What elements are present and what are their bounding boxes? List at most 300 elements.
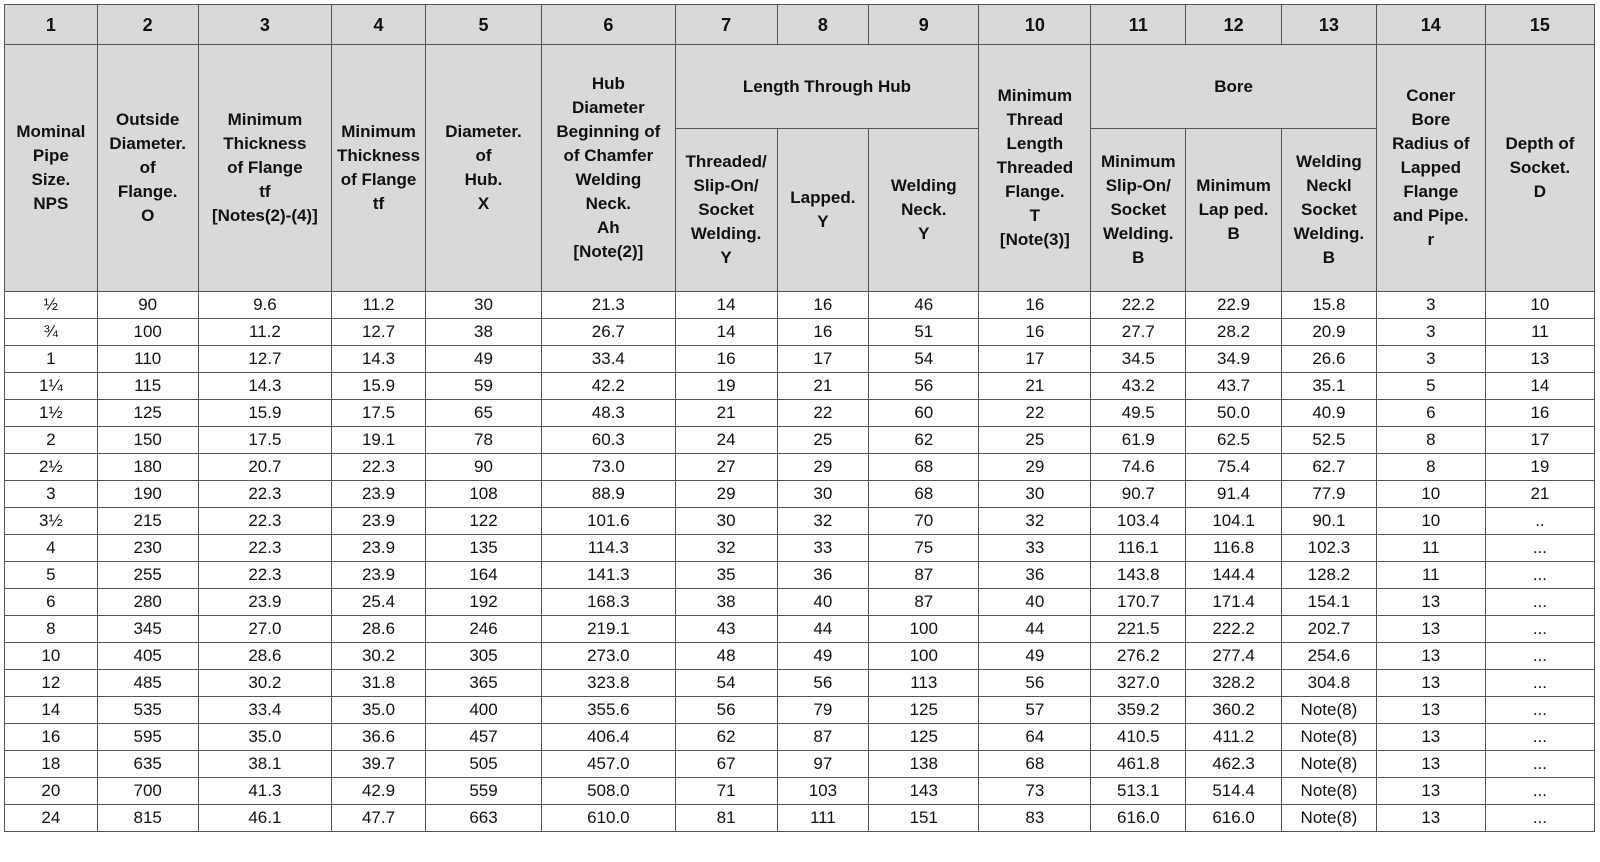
header-welding-neck	[869, 129, 979, 292]
table-cell: 10	[1376, 508, 1485, 535]
table-cell: 462.3	[1186, 751, 1282, 778]
header-hub-diameter-text: Diameter. of Hub. X	[445, 122, 522, 213]
table-cell: 3	[1376, 346, 1485, 373]
table-cell: 20.7	[198, 454, 332, 481]
column-number: 15	[1485, 5, 1594, 45]
table-cell: ...	[1485, 589, 1594, 616]
table-cell: 255	[97, 562, 198, 589]
table-cell: 2½	[5, 454, 98, 481]
column-number: 5	[425, 5, 541, 45]
column-number: 1	[5, 5, 98, 45]
table-cell: 90	[97, 292, 198, 319]
header-hub-chamfer	[542, 45, 676, 292]
table-cell: 23.9	[332, 508, 426, 535]
table-cell: 221.5	[1091, 616, 1186, 643]
table-cell: 40	[979, 589, 1091, 616]
table-cell: 135	[425, 535, 541, 562]
table-cell: 254.6	[1282, 643, 1377, 670]
table-cell: 3	[1376, 292, 1485, 319]
table-cell: ...	[1485, 670, 1594, 697]
table-cell: 6	[1376, 400, 1485, 427]
table-cell: 365	[425, 670, 541, 697]
table-row	[5, 697, 1595, 724]
column-number: 8	[777, 5, 869, 45]
table-cell: 48	[675, 643, 777, 670]
table-cell: ...	[1485, 697, 1594, 724]
table-cell: 10	[1485, 292, 1594, 319]
table-cell: 21	[777, 373, 869, 400]
table-cell: 56	[777, 670, 869, 697]
table-cell: 23.9	[332, 535, 426, 562]
table-cell: 42.2	[542, 373, 676, 400]
table-cell: 11.2	[198, 319, 332, 346]
table-cell: 17	[979, 346, 1091, 373]
table-cell: 138	[869, 751, 979, 778]
table-row	[5, 508, 1595, 535]
table-cell: 33	[979, 535, 1091, 562]
header-outside-diameter	[97, 45, 198, 292]
table-cell: 13	[1376, 670, 1485, 697]
table-cell: 61.9	[1091, 427, 1186, 454]
table-cell: 14	[675, 292, 777, 319]
table-cell: 328.2	[1186, 670, 1282, 697]
table-cell: 62.5	[1186, 427, 1282, 454]
table-cell: 60	[869, 400, 979, 427]
table-cell: 406.4	[542, 724, 676, 751]
table-cell: 22.9	[1186, 292, 1282, 319]
table-cell: 13	[1376, 589, 1485, 616]
table-cell: 190	[97, 481, 198, 508]
table-cell: 1½	[5, 400, 98, 427]
table-cell: 103	[777, 778, 869, 805]
table-row	[5, 319, 1595, 346]
table-cell: 485	[97, 670, 198, 697]
column-number: 7	[675, 5, 777, 45]
table-row	[5, 562, 1595, 589]
table-cell: 13	[1376, 616, 1485, 643]
table-cell: 16	[1485, 400, 1594, 427]
table-cell: 51	[869, 319, 979, 346]
table-cell: 113	[869, 670, 979, 697]
table-cell: 304.8	[1282, 670, 1377, 697]
header-welding-neck-text: Welding Neck. Y	[890, 176, 957, 243]
table-cell: 168.3	[542, 589, 676, 616]
table-cell: 14	[675, 319, 777, 346]
table-cell: 192	[425, 589, 541, 616]
table-cell: 60.3	[542, 427, 676, 454]
table-cell: 305	[425, 643, 541, 670]
column-number: 3	[198, 5, 332, 45]
table-cell: 700	[97, 778, 198, 805]
table-cell: 21	[675, 400, 777, 427]
header-lapped	[777, 129, 869, 292]
table-cell: 104.1	[1186, 508, 1282, 535]
table-cell: ...	[1485, 616, 1594, 643]
table-cell: 13	[1376, 697, 1485, 724]
table-cell: Note(8)	[1282, 778, 1377, 805]
column-number: 12	[1186, 5, 1282, 45]
column-number: 4	[332, 5, 426, 45]
table-cell: 22.3	[198, 481, 332, 508]
table-cell: 43.2	[1091, 373, 1186, 400]
table-cell: 14	[5, 697, 98, 724]
table-cell: 62	[675, 724, 777, 751]
table-cell: 505	[425, 751, 541, 778]
table-cell: 6	[5, 589, 98, 616]
table-cell: 815	[97, 805, 198, 832]
table-row	[5, 724, 1595, 751]
table-cell: 10	[5, 643, 98, 670]
table-cell: 16	[777, 292, 869, 319]
table-cell: 22	[979, 400, 1091, 427]
table-cell: 20	[5, 778, 98, 805]
table-cell: 359.2	[1091, 697, 1186, 724]
table-cell: 100	[97, 319, 198, 346]
table-cell: 22.3	[198, 535, 332, 562]
table-cell: 25	[979, 427, 1091, 454]
table-cell: 57	[979, 697, 1091, 724]
table-row	[5, 481, 1595, 508]
table-cell: 100	[869, 643, 979, 670]
table-cell: 17.5	[198, 427, 332, 454]
table-cell: 19.1	[332, 427, 426, 454]
table-cell: 141.3	[542, 562, 676, 589]
table-row	[5, 589, 1595, 616]
header-min-thickness-text: Minimum Thickness of Flange tf	[336, 122, 421, 213]
table-cell: 87	[869, 562, 979, 589]
table-row	[5, 616, 1595, 643]
table-cell: 22.3	[198, 508, 332, 535]
table-cell: ...	[1485, 805, 1594, 832]
table-cell: 17	[777, 346, 869, 373]
table-cell: 46	[869, 292, 979, 319]
table-cell: 3½	[5, 508, 98, 535]
table-cell: 111	[777, 805, 869, 832]
table-cell: 12.7	[332, 319, 426, 346]
table-cell: 18	[5, 751, 98, 778]
table-cell: 79	[777, 697, 869, 724]
table-cell: 4	[5, 535, 98, 562]
table-cell: 22.3	[198, 562, 332, 589]
table-cell: 595	[97, 724, 198, 751]
table-cell: 411.2	[1186, 724, 1282, 751]
header-bore-welding-text: Welding Neckl Socket Welding. B	[1293, 152, 1365, 267]
table-cell: 15.8	[1282, 292, 1377, 319]
table-cell: 280	[97, 589, 198, 616]
table-cell: 59	[425, 373, 541, 400]
table-cell: 405	[97, 643, 198, 670]
table-cell: Note(8)	[1282, 697, 1377, 724]
table-cell: 34.5	[1091, 346, 1186, 373]
table-row	[5, 805, 1595, 832]
table-cell: 116.8	[1186, 535, 1282, 562]
table-cell: 150	[97, 427, 198, 454]
table-cell: 22	[777, 400, 869, 427]
table-row	[5, 346, 1595, 373]
table-cell: 22.3	[332, 454, 426, 481]
table-cell: 30	[675, 508, 777, 535]
table-cell: 83	[979, 805, 1091, 832]
table-cell: 23.9	[332, 562, 426, 589]
table-cell: 23.9	[198, 589, 332, 616]
table-cell: 68	[979, 751, 1091, 778]
table-cell: 461.8	[1091, 751, 1186, 778]
table-cell: 35.1	[1282, 373, 1377, 400]
table-cell: 44	[777, 616, 869, 643]
table-cell: 27.0	[198, 616, 332, 643]
table-cell: 16	[979, 319, 1091, 346]
table-cell: 323.8	[542, 670, 676, 697]
table-cell: 41.3	[198, 778, 332, 805]
table-cell: 43	[675, 616, 777, 643]
table-cell: 508.0	[542, 778, 676, 805]
table-cell: 21	[979, 373, 1091, 400]
flange-dimensions-table-container	[4, 4, 1595, 832]
table-cell: 3	[1376, 319, 1485, 346]
header-thread-length-text: Minimum Thread Length Threaded Flange. T [Note(3)]	[996, 86, 1074, 249]
table-cell: 67	[675, 751, 777, 778]
table-cell: 143	[869, 778, 979, 805]
header-row-main	[5, 45, 1595, 129]
table-cell: 19	[675, 373, 777, 400]
table-cell: Note(8)	[1282, 724, 1377, 751]
table-cell: 56	[869, 373, 979, 400]
table-cell: 24	[675, 427, 777, 454]
table-cell: 97	[777, 751, 869, 778]
table-cell: 273.0	[542, 643, 676, 670]
table-cell: 43.7	[1186, 373, 1282, 400]
table-cell: 31.8	[332, 670, 426, 697]
table-cell: 49	[425, 346, 541, 373]
table-cell: 110	[97, 346, 198, 373]
table-cell: 29	[979, 454, 1091, 481]
table-row	[5, 535, 1595, 562]
table-cell: 25.4	[332, 589, 426, 616]
header-lapped-text: Lapped. Y	[790, 188, 856, 231]
header-hub-chamfer-text: Hub Diameter Beginning of of Chamfer Welding Neck. Ah [Note(2)]	[556, 74, 661, 261]
table-cell: 74.6	[1091, 454, 1186, 481]
table-cell: 24	[5, 805, 98, 832]
table-row	[5, 400, 1595, 427]
table-cell: 32	[979, 508, 1091, 535]
table-cell: 8	[5, 616, 98, 643]
table-cell: 12	[5, 670, 98, 697]
table-cell: 12.7	[198, 346, 332, 373]
table-cell: 13	[1376, 805, 1485, 832]
table-cell: 663	[425, 805, 541, 832]
table-cell: 73	[979, 778, 1091, 805]
table-cell: 71	[675, 778, 777, 805]
table-cell: 54	[869, 346, 979, 373]
table-cell: 38	[675, 589, 777, 616]
table-cell: 17.5	[332, 400, 426, 427]
column-number: 13	[1282, 5, 1377, 45]
table-cell: 457	[425, 724, 541, 751]
table-cell: 11	[1376, 562, 1485, 589]
table-cell: 48.3	[542, 400, 676, 427]
table-cell: 35.0	[198, 724, 332, 751]
table-cell: 13	[1376, 778, 1485, 805]
table-cell: 125	[869, 724, 979, 751]
table-cell: ...	[1485, 535, 1594, 562]
table-cell: 68	[869, 454, 979, 481]
header-bore-lapped-text: Minimum Lap ped. B	[1196, 176, 1271, 243]
table-cell: 26.7	[542, 319, 676, 346]
table-cell: 13	[1376, 643, 1485, 670]
header-nps-text: Mominal Pipe Size. NPS	[16, 122, 86, 213]
table-cell: 11.2	[332, 292, 426, 319]
table-cell: 215	[97, 508, 198, 535]
table-cell: 410.5	[1091, 724, 1186, 751]
header-length-through-hub	[675, 45, 979, 129]
table-cell: 1	[5, 346, 98, 373]
table-cell: 535	[97, 697, 198, 724]
table-cell: 91.4	[1186, 481, 1282, 508]
column-number: 6	[542, 5, 676, 45]
table-cell: 154.1	[1282, 589, 1377, 616]
table-cell: 30	[425, 292, 541, 319]
table-cell: 513.1	[1091, 778, 1186, 805]
table-cell: 114.3	[542, 535, 676, 562]
table-cell: 9.6	[198, 292, 332, 319]
table-cell: 1¼	[5, 373, 98, 400]
table-cell: 32	[675, 535, 777, 562]
table-cell: 16	[675, 346, 777, 373]
table-cell: 246	[425, 616, 541, 643]
table-cell: 65	[425, 400, 541, 427]
table-cell: ...	[1485, 643, 1594, 670]
table-cell: 277.4	[1186, 643, 1282, 670]
table-cell: 125	[97, 400, 198, 427]
table-cell: 38	[425, 319, 541, 346]
table-cell: 14	[1485, 373, 1594, 400]
table-cell: 16	[5, 724, 98, 751]
table-cell: ..	[1485, 508, 1594, 535]
header-min-thickness-notes	[198, 45, 332, 292]
table-cell: 28.2	[1186, 319, 1282, 346]
table-cell: 35.0	[332, 697, 426, 724]
table-cell: 64	[979, 724, 1091, 751]
table-cell: 77.9	[1282, 481, 1377, 508]
table-cell: 144.4	[1186, 562, 1282, 589]
table-cell: 30.2	[198, 670, 332, 697]
table-cell: 16	[777, 319, 869, 346]
table-cell: 13	[1376, 724, 1485, 751]
table-cell: 103.4	[1091, 508, 1186, 535]
header-bore-slip-on	[1091, 129, 1186, 292]
table-cell: 56	[979, 670, 1091, 697]
table-cell: 22.2	[1091, 292, 1186, 319]
table-cell: 62.7	[1282, 454, 1377, 481]
column-number-row	[5, 5, 1595, 45]
table-cell: 327.0	[1091, 670, 1186, 697]
table-cell: 8	[1376, 427, 1485, 454]
table-body	[5, 292, 1595, 832]
table-cell: 68	[869, 481, 979, 508]
table-cell: 26.6	[1282, 346, 1377, 373]
table-cell: 62	[869, 427, 979, 454]
table-cell: 164	[425, 562, 541, 589]
table-cell: 3	[5, 481, 98, 508]
table-row	[5, 454, 1595, 481]
table-cell: 13	[1485, 346, 1594, 373]
table-cell: 36	[777, 562, 869, 589]
table-cell: 25	[777, 427, 869, 454]
table-cell: 116.1	[1091, 535, 1186, 562]
table-cell: ...	[1485, 724, 1594, 751]
table-cell: 28.6	[198, 643, 332, 670]
table-cell: 125	[869, 697, 979, 724]
table-cell: 29	[777, 454, 869, 481]
table-cell: 49	[777, 643, 869, 670]
table-cell: 457.0	[542, 751, 676, 778]
table-cell: 42.9	[332, 778, 426, 805]
table-cell: 29	[675, 481, 777, 508]
column-number: 11	[1091, 5, 1186, 45]
table-cell: ...	[1485, 778, 1594, 805]
table-cell: 33.4	[542, 346, 676, 373]
header-bore-text: Bore	[1214, 76, 1253, 96]
table-cell: 35	[675, 562, 777, 589]
table-cell: 128.2	[1282, 562, 1377, 589]
table-cell: 46.1	[198, 805, 332, 832]
table-cell: 13	[1376, 751, 1485, 778]
table-cell: 5	[1376, 373, 1485, 400]
table-cell: 171.4	[1186, 589, 1282, 616]
table-cell: 8	[1376, 454, 1485, 481]
table-cell: ...	[1485, 751, 1594, 778]
table-cell: 36	[979, 562, 1091, 589]
table-cell: 19	[1485, 454, 1594, 481]
table-cell: 88.9	[542, 481, 676, 508]
table-cell: 101.6	[542, 508, 676, 535]
table-cell: 90.7	[1091, 481, 1186, 508]
table-row	[5, 373, 1595, 400]
table-cell: 635	[97, 751, 198, 778]
table-cell: 39.7	[332, 751, 426, 778]
table-cell: 40.9	[1282, 400, 1377, 427]
table-cell: 102.3	[1282, 535, 1377, 562]
table-cell: 28.6	[332, 616, 426, 643]
table-cell: 5	[5, 562, 98, 589]
table-cell: ½	[5, 292, 98, 319]
header-min-thickness	[332, 45, 426, 292]
table-cell: 616.0	[1186, 805, 1282, 832]
header-threaded-text: Threaded/ Slip-On/ Socket Welding. Y	[685, 152, 767, 267]
table-cell: 559	[425, 778, 541, 805]
table-cell: 17	[1485, 427, 1594, 454]
column-number: 14	[1376, 5, 1485, 45]
header-socket-depth	[1485, 45, 1594, 292]
header-bore-welding	[1282, 129, 1377, 292]
table-cell: 52.5	[1282, 427, 1377, 454]
column-number: 2	[97, 5, 198, 45]
table-cell: 11	[1376, 535, 1485, 562]
table-cell: 276.2	[1091, 643, 1186, 670]
table-row	[5, 427, 1595, 454]
table-row	[5, 670, 1595, 697]
table-cell: 610.0	[542, 805, 676, 832]
table-cell: 30	[777, 481, 869, 508]
table-cell: 400	[425, 697, 541, 724]
header-socket-depth-text: Depth of Socket. D	[1505, 134, 1575, 201]
table-cell: 14.3	[332, 346, 426, 373]
table-cell: 230	[97, 535, 198, 562]
table-cell: 36.6	[332, 724, 426, 751]
table-cell: 70	[869, 508, 979, 535]
table-cell: 16	[979, 292, 1091, 319]
header-nps	[5, 45, 98, 292]
